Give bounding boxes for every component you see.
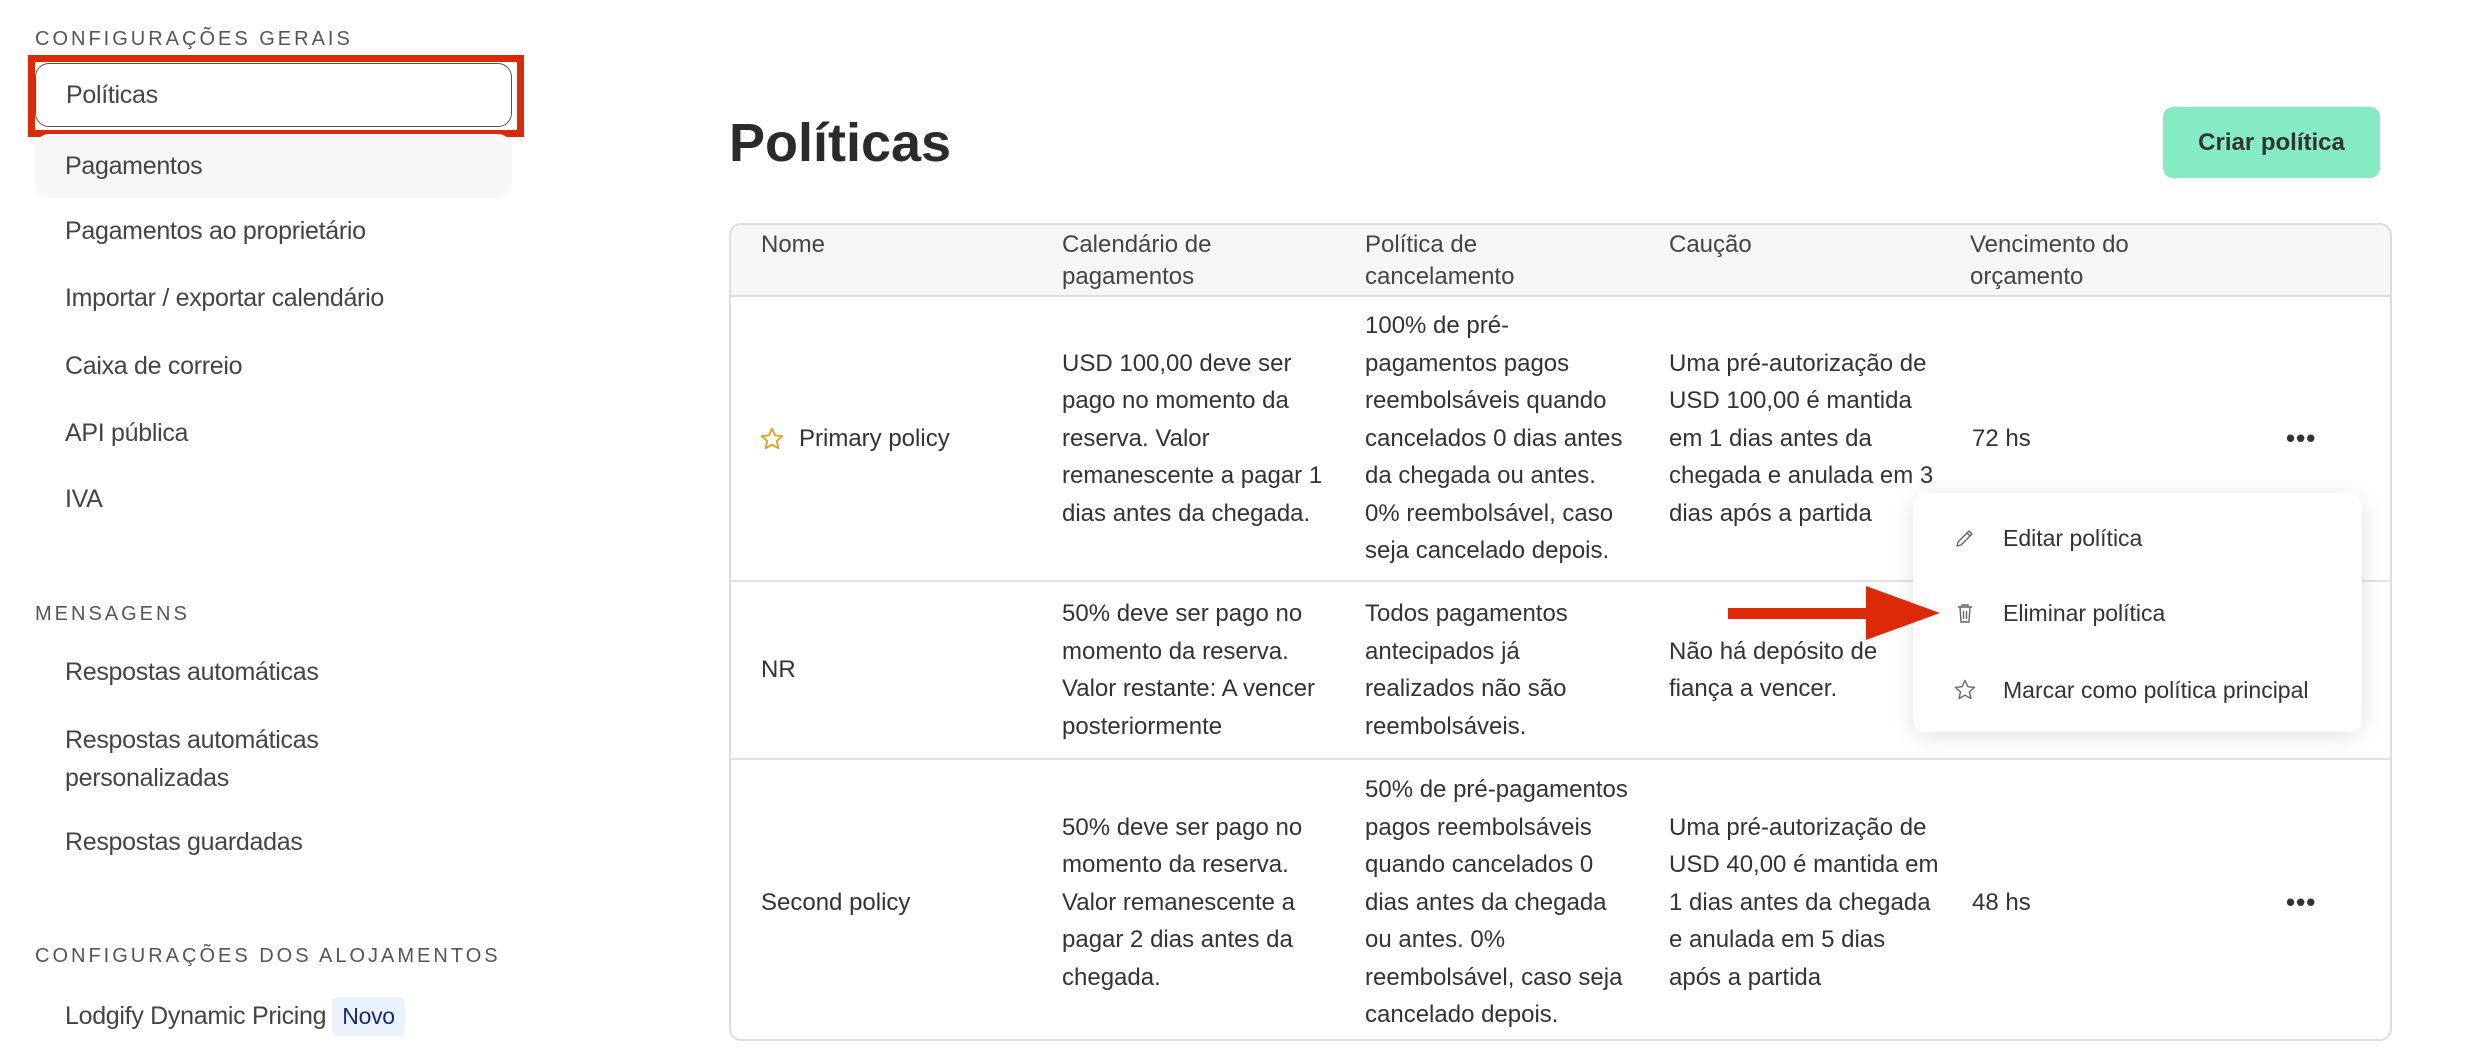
sidebar-item-saved-replies[interactable]: Respostas guardadas — [65, 827, 303, 856]
sidebar-item-vat[interactable]: IVA — [65, 484, 103, 513]
menu-item-delete[interactable] — [1913, 583, 2362, 643]
cancellation-cell: Todos pagamentos antecipados já realizados não são reembolsáveis. — [1365, 600, 1568, 740]
column-header-due: Vencimento do orçamento — [1970, 231, 2129, 290]
section-header-general: CONFIGURAÇÕES GERAIS — [35, 28, 353, 50]
column-header-cancellation: Política de cancelamento — [1365, 231, 1515, 290]
star-icon — [1953, 678, 1977, 702]
sidebar-item-label: Lodgify Dynamic Pricing — [65, 1001, 327, 1030]
new-badge: Novo — [332, 997, 405, 1036]
create-policy-button[interactable]: Criar política — [2163, 107, 2380, 178]
sidebar-item-dynamic-pricing[interactable] — [35, 984, 512, 1048]
sidebar-item-owner-payments[interactable]: Pagamentos ao proprietário — [65, 216, 366, 245]
deposit-cell: Uma pré-autorização de USD 100,00 é mantida em 1 dias antes da chegada e anulada em 3 dias após a partida — [1669, 349, 1934, 527]
star-icon[interactable] — [759, 426, 785, 452]
more-options-icon[interactable]: ••• — [2286, 887, 2317, 917]
menu-item-set-primary[interactable] — [1913, 660, 2362, 720]
arrow-annotation-icon — [1728, 580, 1943, 650]
column-header-name: Nome — [761, 231, 826, 258]
page-title: Políticas — [729, 113, 952, 173]
payments-cell: 50% deve ser pago no momento da reserva. Valor remanescente a pagar 2 dias antes da chegada. — [1062, 813, 1303, 991]
menu-item-label: Eliminar política — [2003, 599, 2166, 626]
section-header-messages: MENSAGENS — [35, 603, 190, 625]
highlight-box — [28, 55, 524, 137]
column-header-payments: Calendário de pagamentos — [1062, 231, 1212, 290]
payments-cell: 50% deve ser pago no momento da reserva. Valor restante: A vencer posteriormente — [1062, 600, 1316, 740]
pencil-icon — [1953, 526, 1977, 550]
deposit-cell: Não há depósito de fiança a vencer. — [1669, 637, 1878, 702]
policy-actions-menu — [1913, 493, 2362, 732]
cancellation-cell: 100% de pré- pagamentos pagos reembolsáveis quando cancelados 0 dias antes da chegada ou antes. 0% reembolsável, caso seja cancelado depois. — [1365, 312, 1623, 565]
menu-item-label: Editar política — [2003, 524, 2143, 551]
sidebar-item-auto-replies[interactable]: Respostas automáticas — [65, 657, 319, 686]
menu-item-edit[interactable] — [1913, 508, 2362, 568]
table-header — [731, 225, 2390, 297]
due-cell: 72 hs — [1972, 424, 2031, 452]
cancellation-cell: 50% de pré-pagamentos pagos reembolsáveis quando cancelados 0 dias antes da chegada ou antes. 0% reembolsável, caso seja cancelado depois. — [1365, 776, 1628, 1029]
due-cell: 48 hs — [1972, 888, 2031, 916]
sidebar-item-calendar-sync[interactable]: Importar / exportar calendário — [65, 283, 384, 312]
sidebar-item-payments[interactable]: Pagamentos — [35, 134, 512, 198]
payments-cell: USD 100,00 deve ser pago no momento da reserva. Valor remanescente a pagar 1 dias antes da chegada. — [1062, 349, 1323, 527]
policy-name: Second policy — [761, 888, 911, 916]
policy-name: NR — [761, 656, 796, 684]
sidebar-item-policies[interactable]: Políticas — [35, 63, 512, 127]
sidebar-item-custom-auto-replies[interactable]: Respostas automáticas personalizadas — [65, 726, 319, 792]
sidebar-item-mailbox[interactable]: Caixa de correio — [65, 351, 243, 380]
menu-item-label: Marcar como política principal — [2003, 676, 2309, 703]
more-options-icon[interactable]: ••• — [2286, 423, 2317, 453]
deposit-cell: Uma pré-autorização de USD 40,00 é mantida em 1 dias antes da chegada e anulada em 5 dias após a partida — [1669, 813, 1939, 991]
policy-name-label: Primary policy — [799, 424, 950, 452]
table-row — [731, 760, 2390, 1041]
section-header-rentals: CONFIGURAÇÕES DOS ALOJAMENTOS — [35, 945, 501, 967]
column-header-deposit: Caução — [1669, 231, 1752, 258]
sidebar-item-public-api[interactable]: API pública — [65, 418, 189, 447]
trash-icon — [1953, 601, 1977, 625]
policy-name — [759, 297, 950, 580]
